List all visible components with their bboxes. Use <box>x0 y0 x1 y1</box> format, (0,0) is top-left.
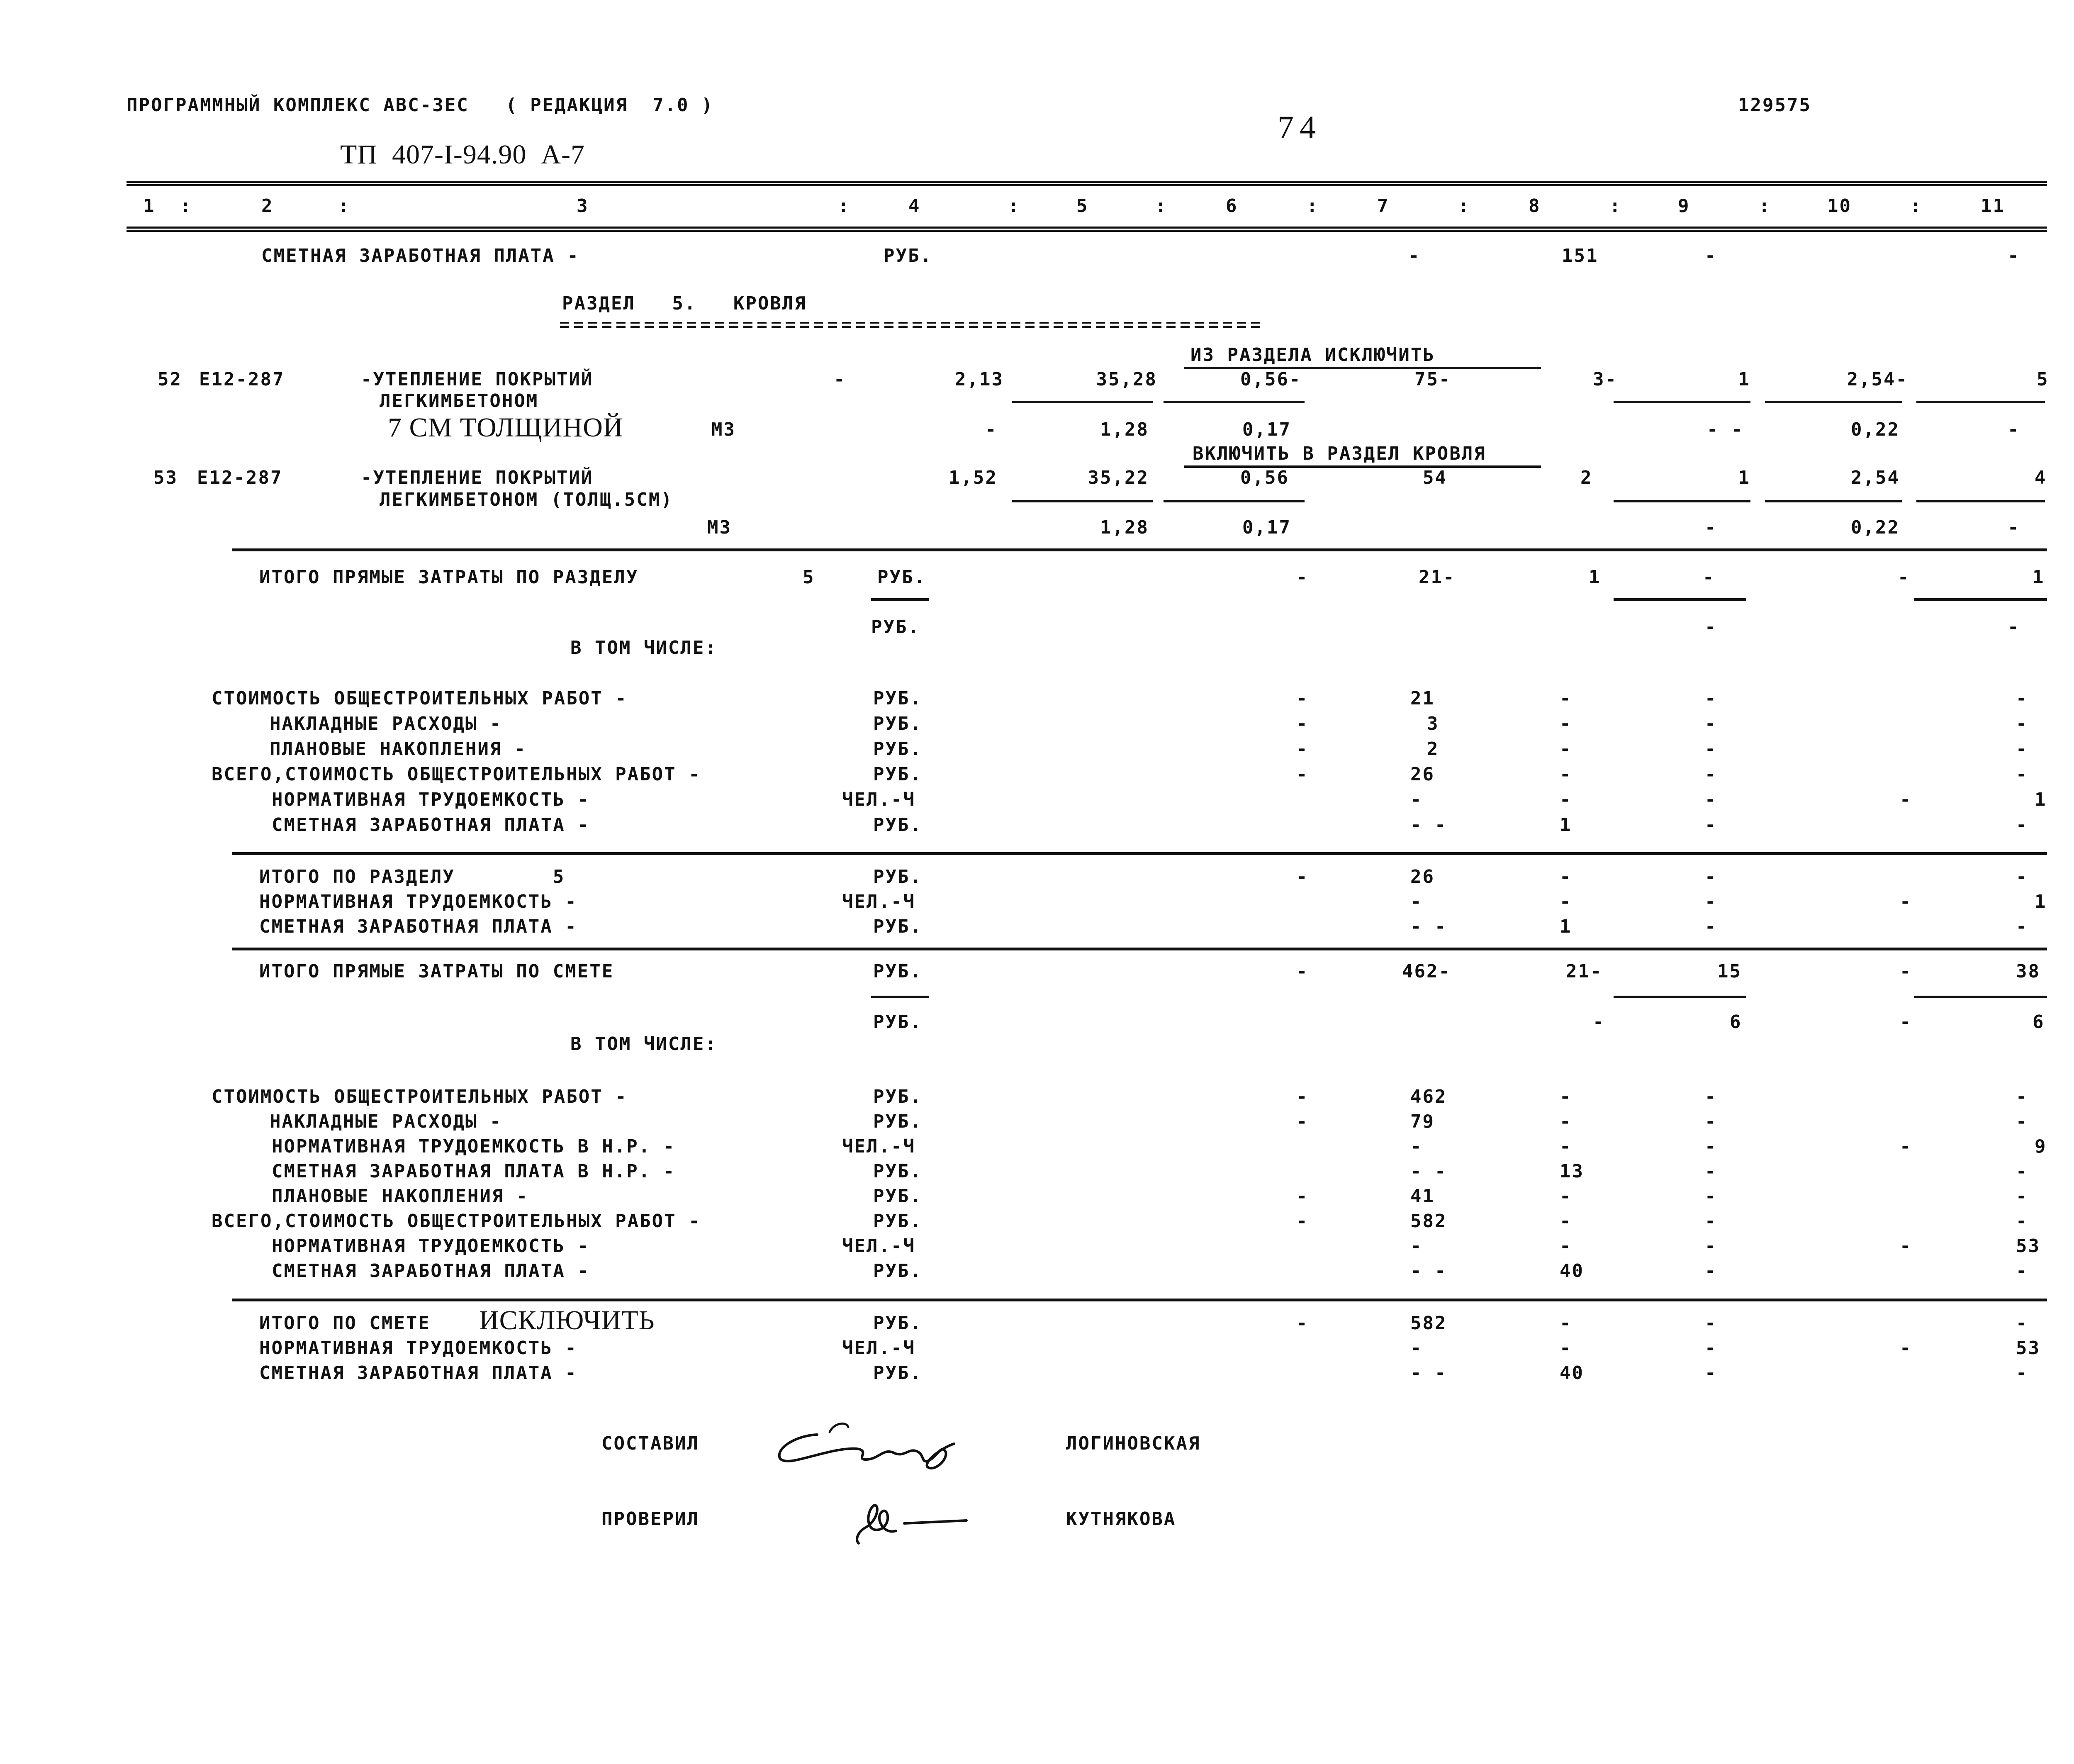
row-value-f: 53 <box>2016 1235 2040 1257</box>
document-code: 129575 <box>1738 95 1811 116</box>
row-unit: РУБ. <box>873 1211 922 1232</box>
col-5: 5 <box>1076 195 1089 217</box>
row-unit: РУБ. <box>873 764 922 785</box>
row-label: СМЕТНАЯ ЗАРАБОТНАЯ ПЛАТА - <box>272 814 590 836</box>
row-value-b: - - <box>1410 1260 1447 1282</box>
row-value-b: - <box>1410 1338 1423 1359</box>
row-value-b: 26 <box>1410 764 1435 785</box>
row-value-d: - <box>1705 891 1717 912</box>
row-label: НОРМАТИВНАЯ ТРУДОЕМКОСТЬ - <box>259 1338 577 1359</box>
row-label: НОРМАТИВНАЯ ТРУДОЕМКОСТЬ - <box>272 789 590 810</box>
compiled-signature <box>772 1419 987 1477</box>
col-2: 2 <box>261 195 274 217</box>
row-label: ИТОГО ПО РАЗДЕЛУ 5 <box>259 866 565 887</box>
row-unit: РУБ. <box>873 1313 922 1334</box>
row-label: ПЛАНОВЫЕ НАКОПЛЕНИЯ - <box>270 738 527 760</box>
col-9: 9 <box>1678 195 1690 217</box>
row-value-f: 53 <box>2016 1338 2040 1359</box>
row-value-f: 1 <box>2035 789 2047 810</box>
row-value-d: - <box>1705 1235 1717 1257</box>
row-unit: ЧЕЛ.-Ч <box>842 1338 915 1359</box>
row-value-f: - <box>2016 916 2028 937</box>
col-3: 3 <box>577 195 589 217</box>
row-value-b: - - <box>1410 916 1447 937</box>
row-value-a: - <box>1296 713 1309 734</box>
row-value-e: - <box>1900 1338 1912 1359</box>
item-52-num: 52 <box>158 369 182 390</box>
row-value-d: - <box>1705 789 1717 810</box>
col-8: 8 <box>1529 195 1541 217</box>
row-unit: РУБ. <box>873 866 922 887</box>
row-value-f: - <box>2016 1211 2028 1232</box>
row-value-b: 582 <box>1410 1211 1447 1232</box>
row-unit: РУБ. <box>873 1362 922 1384</box>
item-52-code: Е12-287 <box>199 369 285 390</box>
row-value-e: - <box>1900 1235 1912 1257</box>
row-value-d: - <box>1705 1136 1717 1157</box>
row-unit: ЧЕЛ.-Ч <box>842 1136 915 1157</box>
row-value-c: 40 <box>1560 1260 1584 1282</box>
row-unit: РУБ. <box>873 1086 922 1107</box>
row-label: ВСЕГО,СТОИМОСТЬ ОБЩЕСТРОИТЕЛЬНЫХ РАБОТ - <box>212 1211 701 1232</box>
row-label: ИТОГО ПО СМЕТЕ <box>259 1313 431 1334</box>
row-value-f: 1 <box>2035 891 2047 912</box>
row-label: НАКЛАДНЫЕ РАСХОДЫ - <box>270 713 502 734</box>
header-top-rule <box>127 181 2047 186</box>
checked-name: КУТНЯКОВА <box>1066 1508 1176 1530</box>
row-unit: РУБ. <box>873 814 922 836</box>
row-unit: РУБ. <box>873 713 922 734</box>
row-value-a: - <box>1296 1086 1309 1107</box>
section-total-label: ИТОГО ПРЯМЫЕ ЗАТРАТЫ ПО РАЗДЕЛУ <box>259 567 639 588</box>
row-value-b: - <box>1410 1136 1423 1157</box>
row-value-a: - <box>1296 738 1309 760</box>
row-unit: РУБ. <box>873 1260 922 1282</box>
row-value-a: - <box>1296 688 1309 709</box>
row-value-c: - <box>1560 1111 1572 1132</box>
row-value-c: - <box>1560 891 1572 912</box>
compiled-label: СОСТАВИЛ <box>601 1433 699 1454</box>
row-value-c: - <box>1560 688 1572 709</box>
row-value-d: - <box>1705 866 1717 887</box>
row-unit: РУБ. <box>873 1186 922 1207</box>
row-label: ПЛАНОВЫЕ НАКОПЛЕНИЯ - <box>272 1186 529 1207</box>
note-exclude: ИЗ РАЗДЕЛА ИСКЛЮЧИТЬ <box>1190 344 1435 365</box>
row-value-c: - <box>1560 789 1572 810</box>
row-value-b: 41 <box>1410 1186 1435 1207</box>
row-value-f: - <box>2016 1260 2028 1282</box>
row-value-a: - <box>1296 866 1309 887</box>
row-unit: ЧЕЛ.-Ч <box>842 789 915 810</box>
handwritten-note: ИСКЛЮЧИТЬ <box>479 1305 655 1335</box>
row-label: ВСЕГО,СТОИМОСТЬ ОБЩЕСТРОИТЕЛЬНЫХ РАБОТ - <box>212 764 701 785</box>
row-value-d: - <box>1705 764 1717 785</box>
row-unit: РУБ. <box>873 738 922 760</box>
row-unit: ЧЕЛ.-Ч <box>842 1235 915 1257</box>
row-value-c: - <box>1560 1211 1572 1232</box>
row-label: СТОИМОСТЬ ОБЩЕСТРОИТЕЛЬНЫХ РАБОТ - <box>212 688 628 709</box>
row-value-e: - <box>1900 1136 1912 1157</box>
row-value-f: - <box>2016 688 2028 709</box>
row-value-b: 462 <box>1410 1086 1447 1107</box>
row-value-d: - <box>1705 713 1717 734</box>
row-unit: РУБ. <box>873 1111 922 1132</box>
row-value-c: 1 <box>1560 916 1572 937</box>
row-value-c: - <box>1560 1235 1572 1257</box>
row-value-b: 2 <box>1427 738 1439 760</box>
row-unit: РУБ. <box>873 916 922 937</box>
row-value-b: - <box>1410 789 1423 810</box>
row-label: СМЕТНАЯ ЗАРАБОТНАЯ ПЛАТА - <box>259 1362 577 1384</box>
checked-label: ПРОВЕРИЛ <box>601 1508 699 1530</box>
row-value-e: - <box>1900 789 1912 810</box>
row-value-d: - <box>1705 1260 1717 1282</box>
row-value-d: - <box>1705 1161 1717 1182</box>
page-number: 74 <box>1278 109 1322 145</box>
row-value-f: - <box>2016 738 2028 760</box>
col-6: 6 <box>1226 195 1238 217</box>
estimate-incl-heading: В ТОМ ЧИСЛЕ: <box>570 1033 717 1055</box>
row-value-c: - <box>1560 764 1572 785</box>
row-value-c: - <box>1560 1086 1572 1107</box>
row-value-b: 582 <box>1410 1313 1447 1334</box>
row-value-c: 1 <box>1560 814 1572 836</box>
row-value-c: 40 <box>1560 1362 1584 1384</box>
row-unit: РУБ. <box>873 1161 922 1182</box>
row-value-d: - <box>1705 1313 1717 1334</box>
row-value-c: - <box>1560 866 1572 887</box>
row-value-d: - <box>1705 814 1717 836</box>
row-label: НОРМАТИВНАЯ ТРУДОЕМКОСТЬ В Н.Р. - <box>272 1136 676 1157</box>
row-value-f: - <box>2016 1161 2028 1182</box>
row-label: НОРМАТИВНАЯ ТРУДОЕМКОСТЬ - <box>272 1235 590 1257</box>
section-incl-heading: В ТОМ ЧИСЛЕ: <box>570 637 717 658</box>
note-include: ВКЛЮЧИТЬ В РАЗДЕЛ КРОВЛЯ <box>1193 443 1486 464</box>
row-label: СТОИМОСТЬ ОБЩЕСТРОИТЕЛЬНЫХ РАБОТ - <box>212 1086 628 1107</box>
row-value-b: - <box>1410 1235 1423 1257</box>
item-52-desc: -УТЕПЛЕНИЕ ПОКРЫТИЙ <box>361 369 594 390</box>
row-value-b: - - <box>1410 1161 1447 1182</box>
row-value-a: - <box>1296 1313 1309 1334</box>
header-bottom-rule <box>127 227 2047 232</box>
row-unit: РУБ. <box>873 688 922 709</box>
row-value-f: - <box>2016 1111 2028 1132</box>
row-value-c: - <box>1560 713 1572 734</box>
row-value-d: - <box>1705 1338 1717 1359</box>
row-value-e: - <box>1900 891 1912 912</box>
row-value-c: - <box>1560 1136 1572 1157</box>
col-7: 7 <box>1377 195 1390 217</box>
row-label: СМЕТНАЯ ЗАРАБОТНАЯ ПЛАТА - <box>272 1260 590 1282</box>
row-value-f: - <box>2016 866 2028 887</box>
row-value-f: - <box>2016 1362 2028 1384</box>
row-unit: ЧЕЛ.-Ч <box>842 891 915 912</box>
project-code: ТП 407-I-94.90 А-7 <box>340 139 585 170</box>
section-title-rule <box>560 322 1265 328</box>
row-value-d: - <box>1705 738 1717 760</box>
row-value-a: - <box>1296 1211 1309 1232</box>
row-value-c: - <box>1560 1313 1572 1334</box>
row-value-d: - <box>1705 1362 1717 1384</box>
row-value-c: 13 <box>1560 1161 1584 1182</box>
row-value-b: 21 <box>1410 688 1435 709</box>
row-value-f: - <box>2016 1086 2028 1107</box>
row-value-c: - <box>1560 1186 1572 1207</box>
row-value-d: - <box>1705 1111 1717 1132</box>
checked-signature <box>842 1489 975 1552</box>
row-value-f: - <box>2016 1313 2028 1334</box>
row-value-b: - - <box>1410 1362 1447 1384</box>
item-53-desc: -УТЕПЛЕНИЕ ПОКРЫТИЙ <box>361 467 594 488</box>
row-label: СМЕТНАЯ ЗАРАБОТНАЯ ПЛАТА - <box>259 916 577 937</box>
item-53-num: 53 <box>153 467 178 488</box>
row-value-c: - <box>1560 1338 1572 1359</box>
row-value-a: - <box>1296 1186 1309 1207</box>
estimate-total-label: ИТОГО ПРЯМЫЕ ЗАТРАТЫ ПО СМЕТЕ <box>259 961 614 982</box>
row-value-b: 79 <box>1410 1111 1435 1132</box>
row-label: НАКЛАДНЫЕ РАСХОДЫ - <box>270 1111 502 1132</box>
row-value-d: - <box>1705 916 1717 937</box>
row-value-f: 9 <box>2035 1136 2047 1157</box>
row-value-c: - <box>1560 738 1572 760</box>
row-label: НОРМАТИВНАЯ ТРУДОЕМКОСТЬ - <box>259 891 577 912</box>
row-value-d: - <box>1705 1211 1717 1232</box>
col-10: 10 <box>1827 195 1852 217</box>
item-53-code: Е12-287 <box>197 467 283 488</box>
row-value-d: - <box>1705 1086 1717 1107</box>
row-value-b: - - <box>1410 814 1447 836</box>
row-value-d: - <box>1705 1186 1717 1207</box>
row-value-b: 3 <box>1427 713 1439 734</box>
program-title: ПРОГРАММНЫЙ КОМПЛЕКС АВС-3ЕС ( РЕДАКЦИЯ 7.0 ) <box>127 95 714 116</box>
section-title: РАЗДЕЛ 5. КРОВЛЯ <box>562 293 807 314</box>
col-1: 1 <box>143 195 156 217</box>
row-value-a: - <box>1296 764 1309 785</box>
row-value-b: 26 <box>1410 866 1435 887</box>
row-value-f: - <box>2016 814 2028 836</box>
row-value-f: - <box>2016 713 2028 734</box>
row-label: СМЕТНАЯ ЗАРАБОТНАЯ ПЛАТА В Н.Р. - <box>272 1161 676 1182</box>
col-4: 4 <box>908 195 921 217</box>
row-value-d: - <box>1705 688 1717 709</box>
row-value-a: - <box>1296 1111 1309 1132</box>
compiled-name: ЛОГИНОВСКАЯ <box>1066 1433 1201 1454</box>
top-row-label: СМЕТНАЯ ЗАРАБОТНАЯ ПЛАТА - <box>261 245 579 266</box>
row-value-f: - <box>2016 1186 2028 1207</box>
row-value-f: - <box>2016 764 2028 785</box>
row-value-b: - <box>1410 891 1423 912</box>
col-11: 11 <box>1981 195 2005 217</box>
